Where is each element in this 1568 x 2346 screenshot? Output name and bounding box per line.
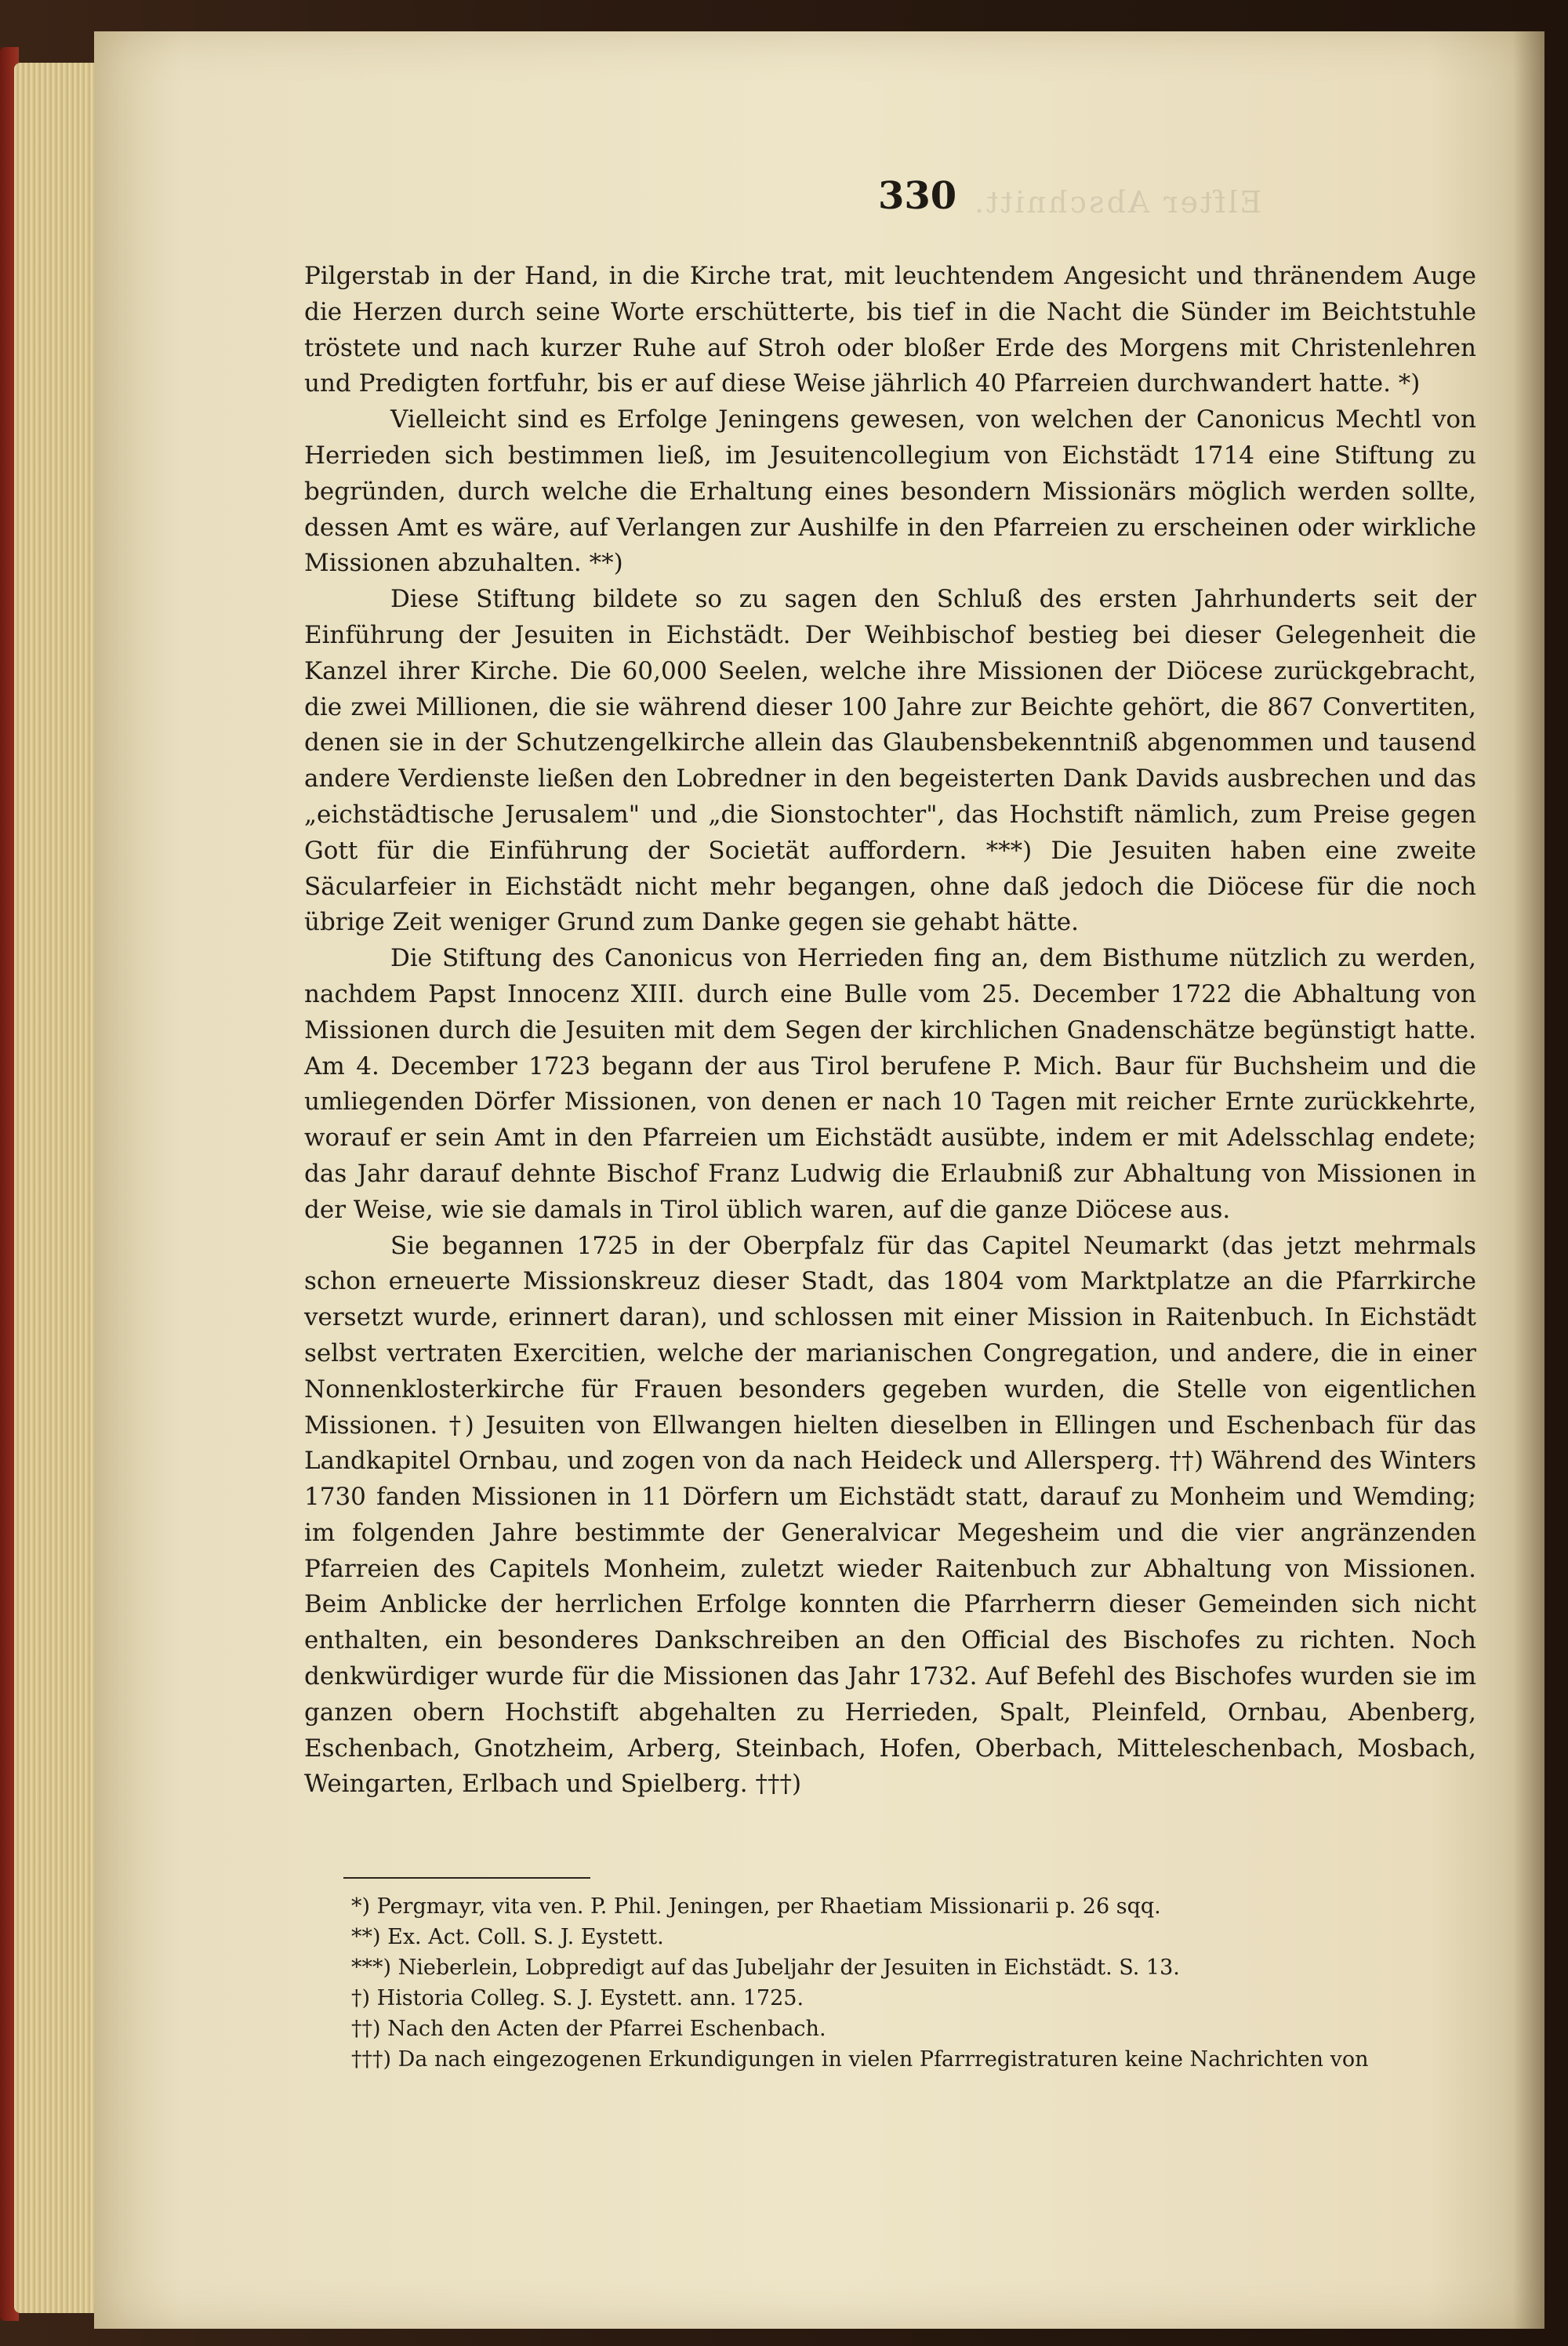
paragraph: Die Stiftung des Canonicus von Herrieden fing an, dem Bisthume nützlich zu werden, nachdem Papst Innocenz XIII. durch eine Bulle vom 25. December 1722 die Abhaltung von Missionen durch die Jesuiten mit dem Segen der kirchlichen Gnadenschätze begünstigt hatte. Am 4. December 1723 begann der aus Tirol berufene P. Mich. Baur für Buchsheim und die umliegenden Dörfer Missionen, von denen er nach 10 Tagen mit reicher Ernte zurückkehrte, worauf er sein Amt in den Pfarreien um Eichstädt ausübte, indem er mit Adelsschlag endete; das Jahr darauf dehnte Bischof Franz Ludwig die Erlaubniß zur Abhaltung von Missionen in der Weise, wie sie damals in Tirol üblich waren, auf die ganze Diöcese aus. <box>304 944 1476 1224</box>
footnote: *) Pergmayr, vita ven. P. Phil. Jeningen, per Rhaetiam Missionarii p. 26 sqq. <box>351 1894 1161 1919</box>
main-text <box>304 259 1476 1803</box>
paragraph: Vielleicht sind es Erfolge Jeningens gewesen, von welchen der Canonicus Mechtl von Herrieden sich bestimmen ließ, im Jesuitencollegium von Eichstädt 1714 eine Stiftung zu begründen, durch welche die Erhaltung eines besondern Missionärs möglich werden sollte, dessen Amt es wäre, auf Verlangen zur Aushilfe in den Pfarreien zu erscheinen oder wirkliche Missionen abzuhalten. **) <box>304 405 1476 578</box>
footnote-rule <box>343 1877 590 1879</box>
paragraph: Diese Stiftung bildete so zu sagen den Schluß des ersten Jahrhunderts seit der Einführung der Jesuiten in Eichstädt. Der Weihbischof bestieg bei dieser Gelegenheit die Kanzel ihrer Kirche. Die 60,000 Seelen, welche ihre Missionen der Diöcese zurückgebracht, die zwei Millionen, die sie während dieser 100 Jahre zur Beichte gehört, die 867 Convertiten, denen sie in der Schutzengelkirche allein das Glaubensbekenntniß abgenommen und tausend andere Verdienste ließen den Lobredner in den begeisterten Dank Davids ausbrechen und das „eichstädtische Jerusalem" und „die Sionstochter", das Hochstift nämlich, zum Preise gegen Gott für die Einführung der Societät auffordern. ***) Die Jesuiten haben eine zweite Säcularfeier in Eichstädt nicht mehr begangen, ohne daß jedoch die Diöcese für die noch übrige Zeit weniger Grund zum Danke gegen sie gehabt hätte. <box>304 585 1476 937</box>
paragraph: Sie begannen 1725 in der Oberpfalz für das Capitel Neumarkt (das jetzt mehrmals schon erneuerte Missionskreuz dieser Stadt, das 1804 vom Marktplatze an die Pfarrkirche versetzt wurde, erinnert daran), und schlossen mit einer Mission in Raitenbuch. In Eichstädt selbst vertraten Exercitien, welche der marianischen Congregation, und andere, die in einer Nonnenklosterkirche für Frauen besonders gegeben wurden, die Stelle von eigentlichen Missionen. †) Jesuiten von Ellwangen hielten dieselben in Ellingen und Eschenbach für das Landkapitel Ornbau, und zogen von da nach Heideck und Allersperg. ††) Während des Winters 1730 fanden Missionen in 11 Dörfern um Eichstädt statt, darauf zu Monheim und Wemding; im folgenden Jahre bestimmte der Generalvicar Megesheim und die vier angränzenden Pfarreien des Capitels Monheim, zuletzt wieder Raitenbuch zur Abhaltung von Missionen. Beim Anblicke der herrlichen Erfolge konnten die Pfarrherrn dieser Gemeinden sich nicht enthalten, ein besonderes Dankschreiben an den Official des Bischofes zu richten. Noch denkwürdiger wurde für die Missionen das Jahr 1732. Auf Befehl des Bischofes wurden sie im ganzen obern Hochstift abgehalten zu Herrieden, Spalt, Pleinfeld, Ornbau, Abenberg, Eschenbach, Gnotzheim, Arberg, Steinbach, Hofen, Oberbach, Mitteleschenbach, Mosbach, Weingarten, Erlbach und Spielberg. †††) <box>304 1231 1476 1799</box>
footnote: †) Historia Colleg. S. J. Eystett. ann. 1725. <box>351 1986 804 2010</box>
footnotes <box>351 1891 1480 2075</box>
paragraph: Pilgerstab in der Hand, in die Kirche trat, mit leuchtendem Angesicht und thränendem Auge die Herzen durch seine Worte erschütterte, bis tief in die Nacht die Sünder im Beichtstuhle tröstete und nach kurzer Ruhe auf Stroh oder bloßer Erde des Morgens mit Christenlehren und Predigten fortfuhr, bis er auf diese Weise jährlich 40 Pfarreien durchwandert hatte. *) <box>304 262 1476 398</box>
footnote: ***) Nieberlein, Lobpredigt auf das Jubeljahr der Jesuiten in Eichstädt. S. 13. <box>351 1956 1180 1980</box>
show-through-running-head: Elfter Abschnitt. <box>972 185 1262 220</box>
footnote: †††) Da nach eingezogenen Erkundigungen in vielen Pfarrregistraturen keine Nachrichten von <box>351 2047 1369 2072</box>
footnote: ††) Nach den Acten der Pfarrei Eschenbach. <box>351 2017 826 2041</box>
page-gutter-shadow <box>1513 31 1544 2329</box>
page-number: 330 <box>878 174 957 218</box>
footnote: **) Ex. Act. Coll. S. J. Eystett. <box>351 1925 664 1949</box>
